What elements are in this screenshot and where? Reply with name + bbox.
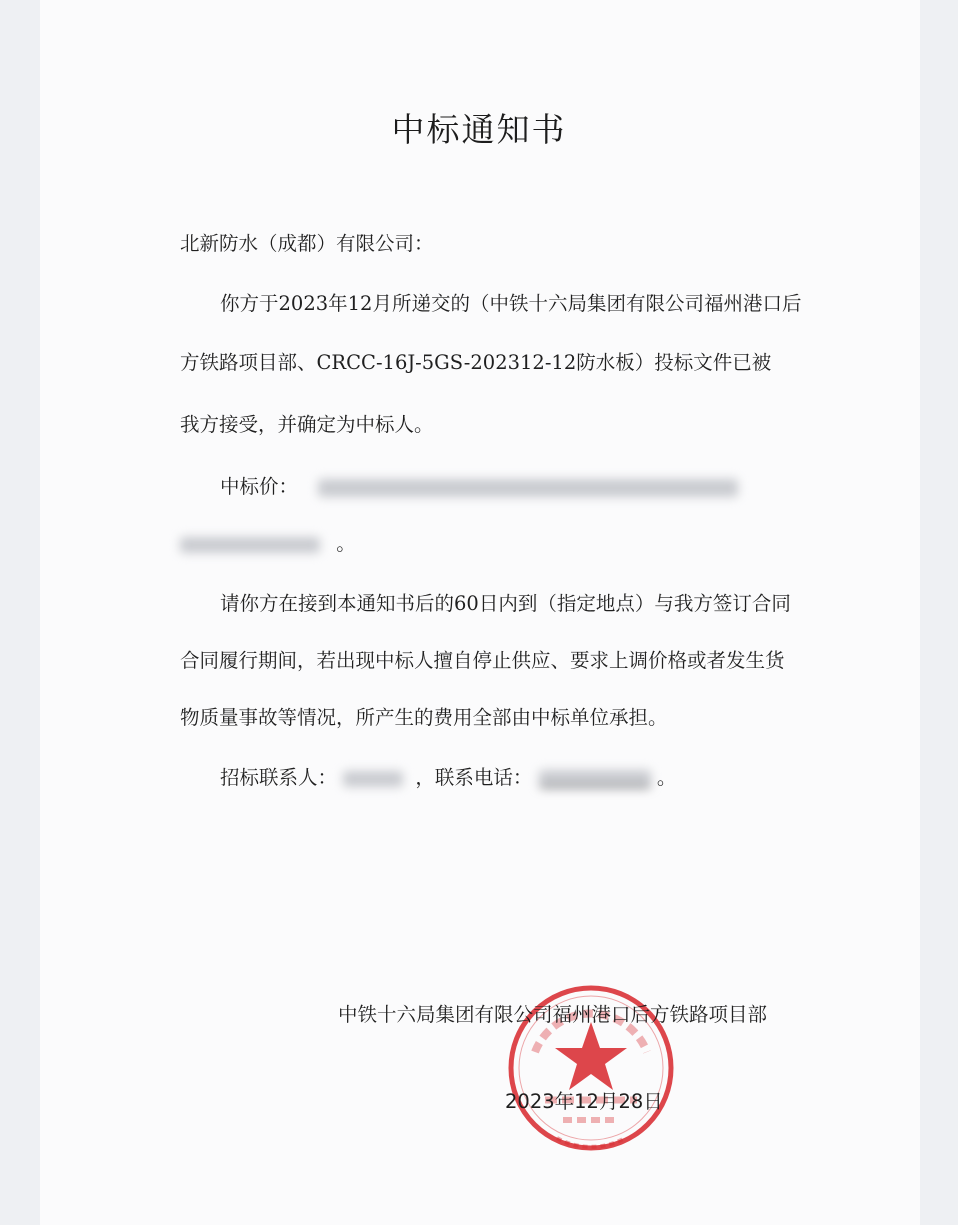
bid-price-redacted-2 — [180, 537, 320, 553]
signature-organization: 中铁十六局集团有限公司福州港口后方铁路项目部 — [338, 1003, 768, 1026]
contact-phone-label: ，联系电话： — [415, 766, 533, 789]
para2-line2: 合同履行期间，若出现中标人擅自停止供应、要求上调价格或者发生货 — [180, 649, 785, 672]
contact-person-redacted — [343, 771, 403, 787]
bid-price-line — [220, 471, 738, 499]
contact-phone-redacted — [539, 770, 651, 788]
recipient-line: 北新防水（成都）有限公司： — [180, 232, 434, 255]
bid-price-end-mark: 。 — [336, 532, 356, 555]
contact-person-label: 招标联系人： — [220, 766, 338, 789]
contact-end-mark: 。 — [656, 766, 677, 789]
bid-price-redacted — [318, 479, 738, 497]
para2-line3: 物质量事故等情况，所产生的费用全部由中标单位承担。 — [180, 706, 668, 729]
bid-price-label: 中标价： — [220, 475, 299, 498]
para1-line2: 方铁路项目部、CRCC-16J-5GS-202312-12防水板）投标文件已被 — [180, 351, 772, 374]
contact-line — [220, 762, 676, 790]
document-title: 中标通知书 — [391, 110, 567, 149]
para1-line1: 你方于2023年12月所递交的（中铁十六局集团有限公司福州港口后 — [220, 292, 802, 315]
signature-date: 2023年12月28日 — [505, 1090, 663, 1113]
para1-line3: 我方接受，并确定为中标人。 — [180, 413, 434, 436]
bid-price-continued — [180, 528, 356, 556]
para2-line1: 请你方在接到本通知书后的60日内到（指定地点）与我方签订合同 — [220, 592, 791, 615]
